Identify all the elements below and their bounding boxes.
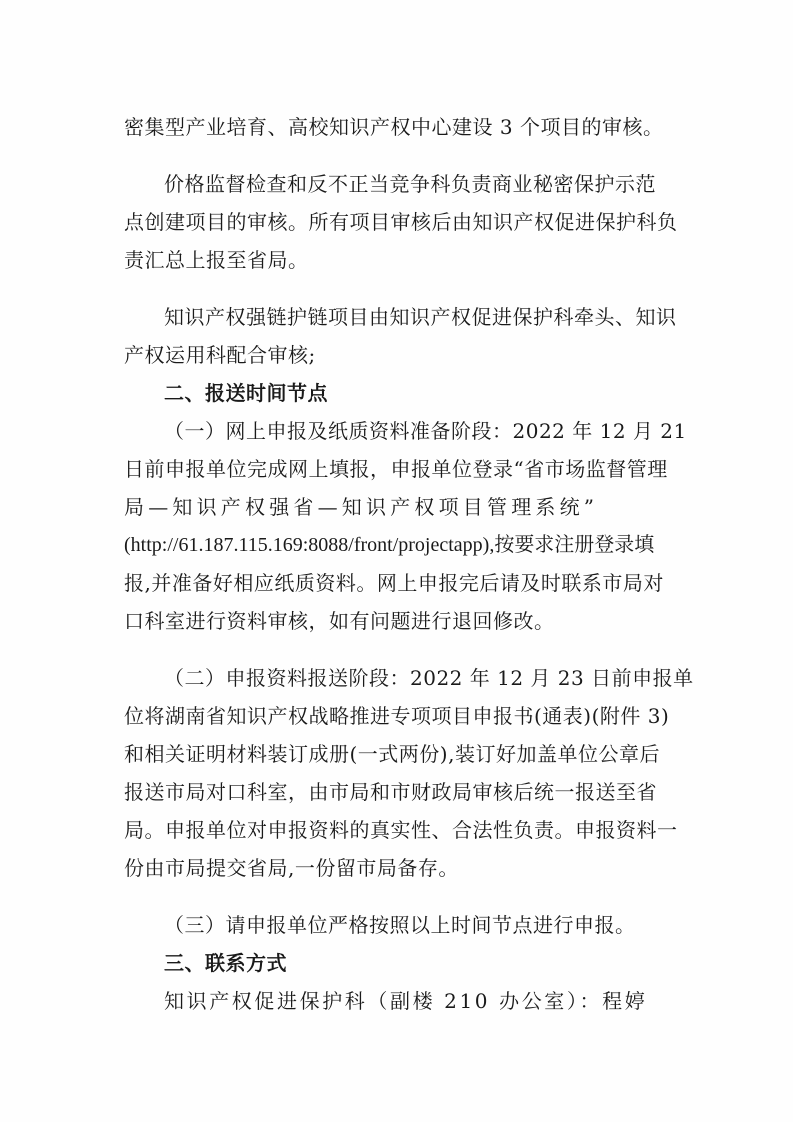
url-line: (http://61.187.115.169:8088/front/projectapp),按要求注册登录填 bbox=[124, 534, 655, 556]
body-line: 密集型产业培育、高校知识产权中心建设 3 个项目的审核。 bbox=[124, 115, 664, 139]
body-line: 日前申报单位完成网上填报，申报单位登录“省市场监督管理 bbox=[124, 457, 668, 481]
body-line: 和相关证明材料装订成册(一式两份),装订好加盖单位公章后 bbox=[124, 742, 660, 766]
body-line: 口科室进行资料审核，如有问题进行退回修改。 bbox=[124, 609, 555, 633]
body-line: 局—知识产权强省—知识产权项目管理系统” bbox=[124, 495, 599, 519]
body-line: 报送市局对口科室，由市局和市财政局审核后统一报送至省 bbox=[124, 780, 657, 804]
paragraph-start-line: 价格监督检查和反不正当竞争科负责商业秘密保护示范 bbox=[164, 172, 656, 196]
body-line: 责汇总上报至省局。 bbox=[124, 248, 309, 272]
paragraph-start-line: 知识产权促进保护科（副楼 210 办公室）：程婷 bbox=[164, 989, 648, 1013]
paragraph-start-line: 知识产权强链护链项目由知识产权促进保护科牵头、知识 bbox=[164, 305, 677, 329]
body-line: 份由市局提交省局,一份留市局备存。 bbox=[124, 856, 459, 880]
body-line: 报,并准备好相应纸质资料。网上申报完后请及时联系市局对 bbox=[124, 571, 664, 595]
body-line: 位将湖南省知识产权战略推进专项项目申报书(通表)(附件 3) bbox=[124, 704, 670, 728]
paragraph-start-line: （一）网上申报及纸质资料准备阶段：2022 年 12 月 21 bbox=[164, 419, 687, 443]
paragraph-start-line: （三）请申报单位严格按照以上时间节点进行申报。 bbox=[164, 913, 636, 937]
section-heading: 二、报送时间节点 bbox=[164, 381, 328, 405]
paragraph-start-line: （二）申报资料报送阶段：2022 年 12 月 23 日前申报单 bbox=[164, 666, 694, 690]
body-line: 局。申报单位对申报资料的真实性、合法性负责。申报资料一 bbox=[124, 818, 678, 842]
document-body bbox=[124, 108, 694, 1020]
body-line: 点创建项目的审核。所有项目审核后由知识产权促进保护科负 bbox=[124, 210, 678, 234]
section-heading: 三、联系方式 bbox=[164, 951, 287, 975]
body-line: 产权运用科配合审核; bbox=[124, 343, 316, 367]
